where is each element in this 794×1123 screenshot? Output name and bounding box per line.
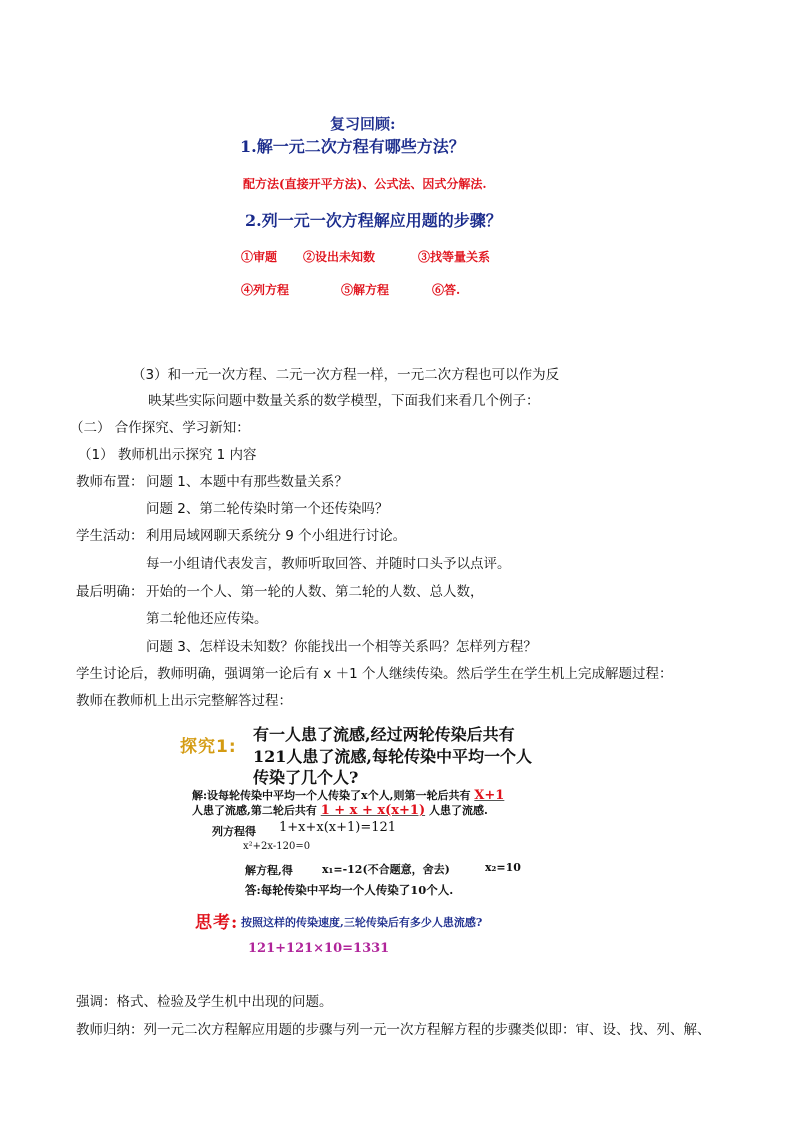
example-title: 探究1: [180, 737, 237, 757]
final-label: 最后明确： [76, 584, 144, 600]
solution-line-2-text: 人患了流感,第二轮后共有 [192, 804, 317, 817]
teacher-assign-2: 问题 2、第二轮传染时第一个还传染吗？ [146, 501, 389, 517]
review-answer-1: 配方法(直接开平方法)、公式法、因式分解法. [243, 177, 487, 191]
final-3: 问题 3、怎样设未知数？你能找出一个相等关系吗？怎样列方程？ [146, 639, 537, 655]
student-activity-label: 学生活动： [76, 528, 144, 544]
expanded-equation: x²+2x-120=0 [243, 841, 311, 852]
section-2-heading: （二） 合作探究、学习新知： [70, 420, 250, 436]
student-activity-1: 利用局域网聊天系统分 9 个小组进行讨论。 [146, 528, 407, 544]
example-question-line-1: 有一人患了流感,经过两轮传染后共有 [253, 725, 515, 744]
think-answer: 121+121×10=1331 [248, 941, 390, 956]
emphasis-text: 强调：格式、检验及学生机中出现的问题。 [76, 994, 333, 1010]
discussion-text: 学生讨论后，教师明确，强调第一论后有 x ＋1 个人继续传染。然后学生在学生机上完成解题过程： [76, 666, 673, 682]
think-title: 思考: [195, 913, 239, 933]
teacher-show-text: 教师在教师机上出示完整解答过程： [76, 693, 292, 709]
example-question-line-3: 传染了几个人? [253, 768, 359, 787]
step-6: ⑥答. [432, 283, 461, 297]
step-2: ②设出未知数 [303, 250, 376, 264]
equation: 1+x+x(x+1)=121 [279, 820, 397, 835]
step-1: ①审题 [241, 250, 278, 264]
equation-label: 列方程得 [212, 825, 256, 838]
step-3: ③找等量关系 [418, 250, 491, 264]
student-activity-2: 每一小组请代表发言，教师听取回答、并随时口头予以点评。 [146, 556, 511, 572]
root-2: x₂=10 [485, 861, 521, 874]
step-4: ④列方程 [241, 283, 290, 297]
root-1: x₁=-12(不合题意，舍去) [322, 863, 450, 876]
review-question-2: 2.列一元一次方程解应用题的步骤？ [245, 211, 502, 230]
item-1: （1） 教师机出示探究 1 内容 [78, 447, 257, 463]
review-title: 复习回顾: [330, 115, 396, 133]
solution-line-2 [192, 802, 488, 818]
step-5: ⑤解方程 [341, 283, 390, 297]
think-question: 按照这样的传染速度,三轮传染后有多少人患流感? [241, 916, 483, 929]
solution-line-1 [192, 787, 504, 803]
final-1: 开始的一个人、第一轮的人数、第二轮的人数、总人数， [146, 584, 484, 600]
teacher-assign-label: 教师布置： [76, 474, 144, 490]
solve-label: 解方程,得 [245, 864, 293, 877]
solution-line-1-text: 解:设每轮传染中平均一个人传染了x个人,则第一轮后共有 [192, 789, 471, 802]
second-round-expression: 1 + x + x(x+1) [320, 803, 426, 818]
paragraph-3-line-2: 映某些实际问题中数量关系的数学模型，下面我们来看几个例子： [148, 393, 540, 409]
summary-text: 教师归纳：列一元二次方程解应用题的步骤与列一元一次方程解方程的步骤类似即：审、设、找、列、解、 [76, 1022, 711, 1038]
example-question-line-2: 121人患了流感,每轮传染中平均一个人 [253, 747, 532, 766]
teacher-assign-1: 问题 1、本题中有那些数量关系？ [146, 474, 348, 490]
solution-line-2-end: 人患了流感. [428, 804, 488, 817]
final-2: 第二轮他还应传染。 [146, 611, 268, 627]
example-answer: 答:每轮传染中平均一个人传染了10个人. [245, 883, 454, 897]
first-round-expression: X+1 [474, 788, 505, 803]
paragraph-3-line-1: （3）和一元一次方程、二元一次方程一样，一元二次方程也可以作为反 [132, 367, 560, 383]
review-question-1: 1.解一元二次方程有哪些方法？ [240, 137, 465, 156]
